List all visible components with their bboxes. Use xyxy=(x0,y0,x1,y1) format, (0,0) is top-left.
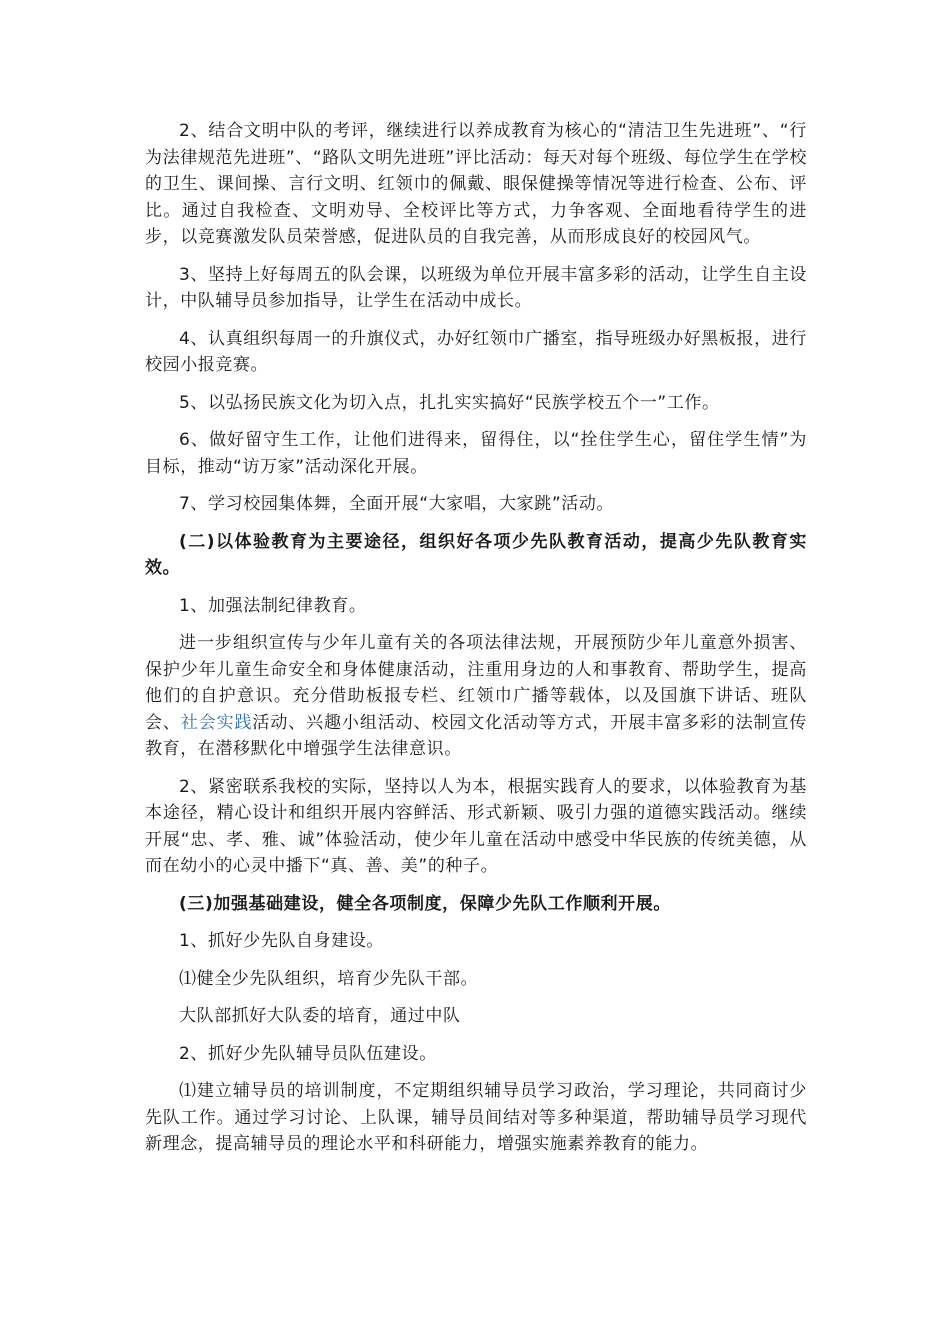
section-heading-2: (二)以体验教育为主要途径，组织好各项少先队教育活动，提高少先队教育实效。 xyxy=(145,531,807,578)
subsection-team-building: 1、抓好少先队自身建设。 xyxy=(179,931,385,951)
paragraph-item-4: 4、认真组织每周一的升旗仪式，办好红领巾广播室，指导班级办好黑板报，进行校园小报竞赛。 xyxy=(145,328,807,375)
paragraph-brigade: 大队部抓好大队委的培育，通过中队 xyxy=(179,1006,461,1026)
paragraph-item-6: 6、做好留守生工作，让他们进得来，留得住，以“拴住学生心，留住学生情”为目标，推动“访万家”活动深化开展。 xyxy=(145,430,807,477)
section-heading-3: (三)加强基础建设，健全各项制度，保障少先队工作顺利开展。 xyxy=(179,893,671,914)
paragraph-item-2: 2、结合文明中队的考评，继续进行以养成教育为核心的“清洁卫生先进班”、“行为法律规范先进班”、“路队文明先进班”评比活动：每天对每个班级、每位学生在学校的卫生、课间操、言行文明、红领巾的佩戴、眼保健操等情况等进行检查、公布、评比。通过自我检查、文明劝导、全校评比等方式，力争客观、全面地看待学生的进步，以竞赛激发队员荣誉感，促进队员的自我完善，从而形成良好的校园风气。 xyxy=(145,121,807,247)
paragraph-item-3: 3、坚持上好每周五的队会课，以班级为单位开展丰富多彩的活动，让学生自主设计，中队辅导员参加指导，让学生在活动中成长。 xyxy=(145,264,807,311)
paragraph-text-before-link: 进一步组织宣传与少年儿童有关的各项法律法规，开展预防少年儿童意外损害、保护少年儿童生命安全和身体健康活动，注重用身边的人和事教育、帮助学生，提高他们的自护意识。充分借助板报专栏、红领巾广播等载体，以及国旗下讲话、班队会、 xyxy=(145,633,807,733)
subsection-counselor: 2、抓好少先队辅导员队伍建设。 xyxy=(179,1043,437,1064)
paragraph-organization: ⑴健全少先队组织，培育少先队干部。 xyxy=(179,968,479,989)
paragraph-experience-education: 2、紧密联系我校的实际，坚持以人为本，根据实践育人的要求，以体验教育为基本途径，精心设计和组织开展内容鲜活、形式新颖、吸引力强的道德实践活动。继续开展“忠、孝、雅、诚”体验活动，使少年儿童在活动中感受中华民族的传统美德，从而在幼小的心灵中播下“真、善、美”的种子。 xyxy=(145,776,807,876)
paragraph-training: ⑴建立辅导员的培训制度，不定期组织辅导员学习政治，学习理论，共同商讨少先队工作。通过学习讨论、上队课，辅导员间结对等多种渠道，帮助辅导员学习现代新理念，提高辅导员的理论水平和科研能力，增强实施素养教育的能力。 xyxy=(145,1081,807,1154)
subsection-law-education: 1、加强法制纪律教育。 xyxy=(179,595,367,616)
paragraph-law-education xyxy=(145,630,807,763)
paragraph-item-5: 5、以弘扬民族文化为切入点，扎扎实实搞好“民族学校五个一”工作。 xyxy=(179,392,720,413)
paragraph-text-after-link: 活动、兴趣小组活动、校园文化活动等方式，开展丰富多彩的法制宣传教育，在潜移默化中增强学生法律意识。 xyxy=(145,712,808,759)
social-practice-link[interactable]: 社会实践 xyxy=(180,712,253,733)
document-body xyxy=(145,118,807,1169)
paragraph-item-7: 7、学习校园集体舞，全面开展“大家唱，大家跳”活动。 xyxy=(179,494,615,514)
